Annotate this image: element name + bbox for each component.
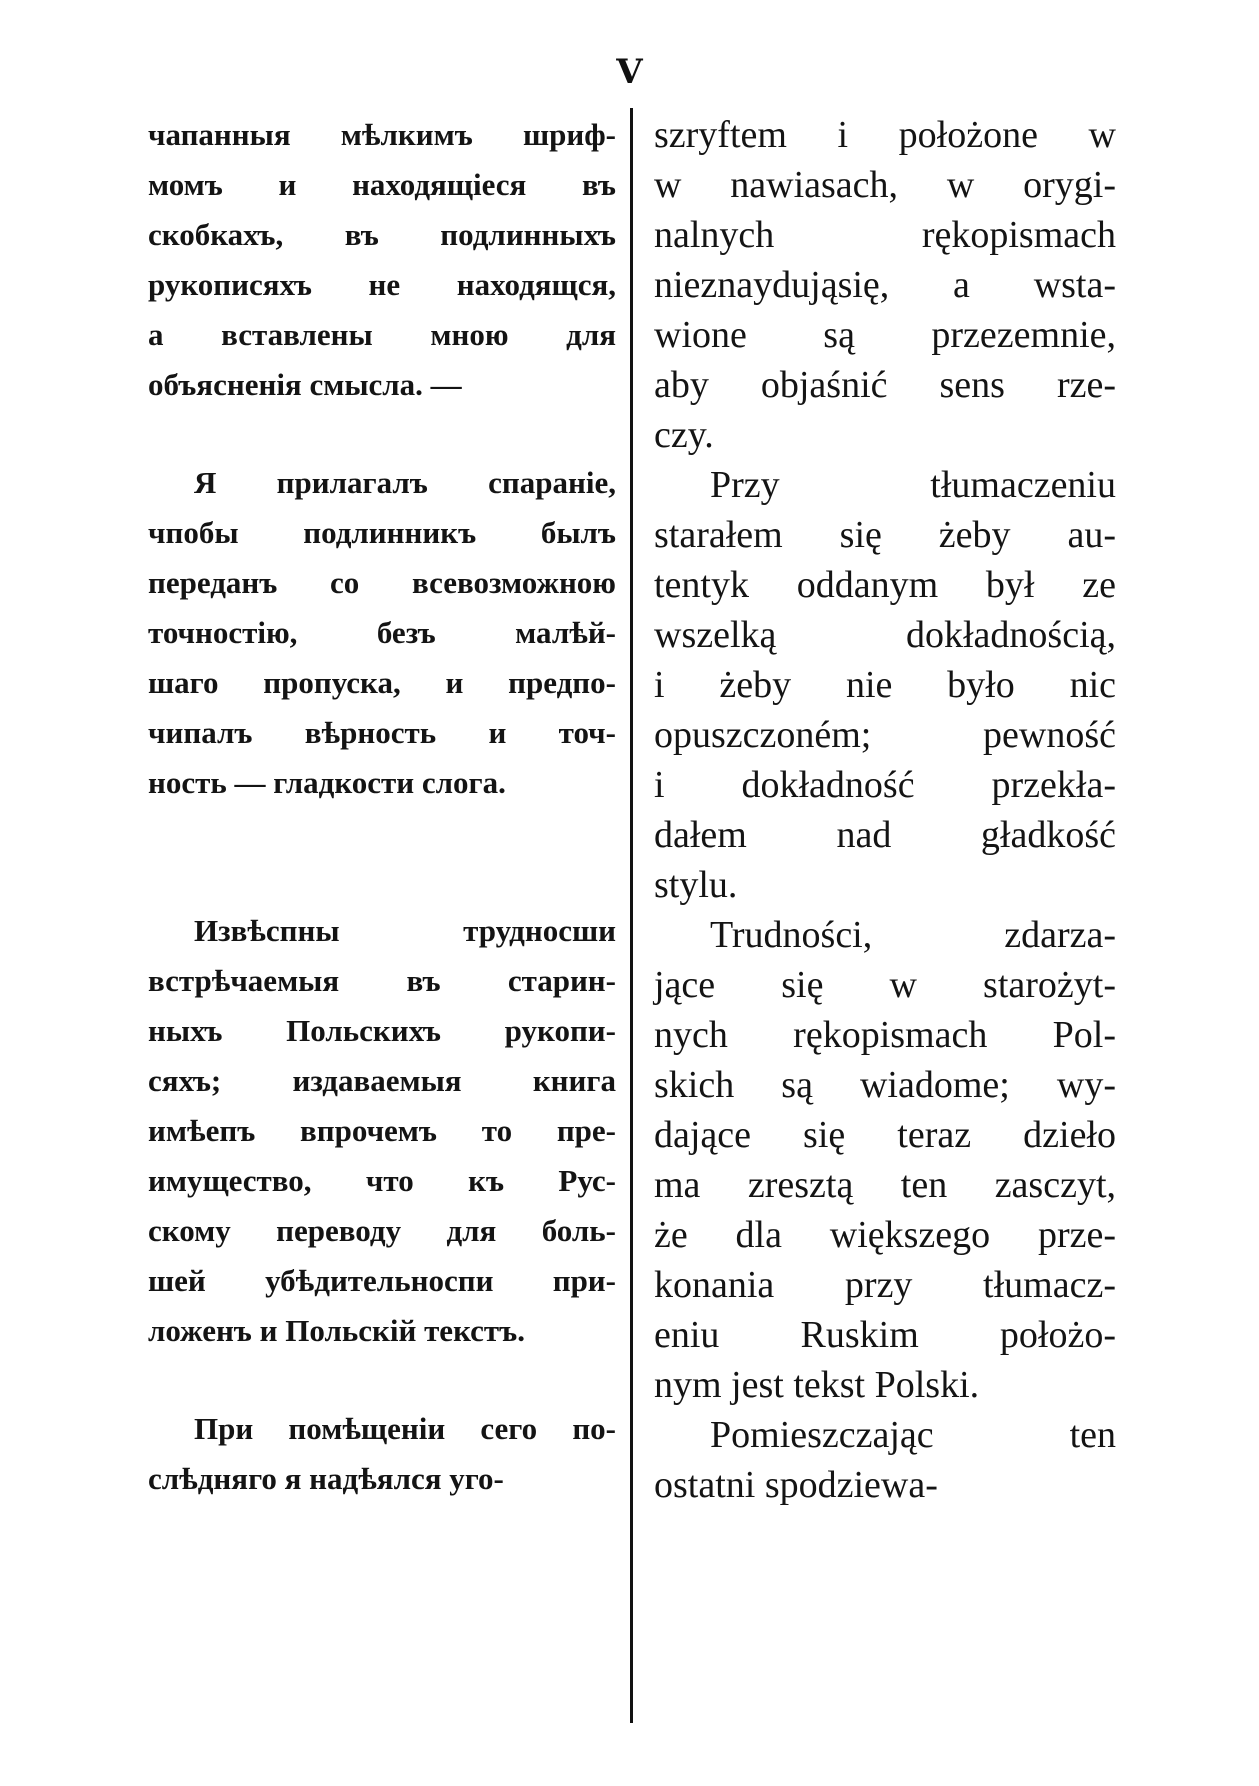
polish-line: nieznaydująsię, a wsta- — [654, 264, 1116, 306]
polish-line: nym jest tekst Polski. — [654, 1364, 980, 1406]
russian-line: чапанныя мѣлкимъ шриф- — [148, 117, 616, 152]
russian-paragraph — [148, 110, 616, 410]
polish-line: wione są przezemnie, — [654, 314, 1116, 356]
russian-line: точностію, безъ малѣй- — [148, 615, 616, 650]
page-number: V — [616, 52, 643, 92]
polish-line: starałem się żeby au- — [654, 514, 1116, 556]
russian-line: встрѣчаемыя въ старин- — [148, 963, 616, 998]
polish-column — [654, 110, 1116, 1510]
russian-line: имущество, что къ Рус- — [148, 1163, 616, 1198]
russian-line: ложенъ и Польскій текстъ. — [148, 1313, 525, 1348]
russian-line: ныхъ Польскихъ рукопи- — [148, 1013, 616, 1048]
russian-line: шаго пропуска, и предпо- — [148, 665, 616, 700]
polish-line: Pomieszczając ten — [710, 1414, 1116, 1456]
polish-line: stylu. — [654, 864, 738, 906]
russian-line: шей убѣдительноспи при- — [148, 1263, 616, 1298]
russian-line: объясненія смысла. — — [148, 367, 462, 402]
column-divider — [630, 108, 633, 1723]
russian-paragraph — [148, 906, 616, 1356]
polish-line: skich są wiadome; wy- — [654, 1064, 1116, 1106]
polish-line: eniu Ruskim położo- — [654, 1314, 1116, 1356]
russian-paragraph — [148, 1404, 616, 1504]
polish-line: Przy tłumaczeniu — [710, 464, 1116, 506]
polish-line: nalnych rękopismach — [654, 214, 1116, 256]
polish-line: i dokładność przekła- — [654, 764, 1116, 806]
polish-line: dałem nad gładkość — [654, 814, 1116, 856]
polish-line: aby objaśnić sens rze- — [654, 364, 1116, 406]
russian-line: рукописяхъ не находящся, — [148, 267, 616, 302]
russian-paragraph — [148, 458, 616, 808]
russian-column — [148, 110, 616, 1504]
polish-line: tentyk oddanym był ze — [654, 564, 1116, 606]
polish-line: czy. — [654, 414, 714, 456]
polish-paragraph — [654, 910, 1116, 1410]
russian-line: Я прилагалъ спараніе, — [194, 465, 616, 500]
polish-line: i żeby nie było nic — [654, 664, 1116, 706]
polish-line: w nawiasach, w orygi- — [654, 164, 1116, 206]
polish-line: Trudności, zdarza- — [710, 914, 1116, 956]
russian-line: переданъ со всевозможною — [148, 565, 616, 600]
polish-line: ostatni spodziewa- — [654, 1464, 938, 1506]
polish-line: ma zresztą ten zasczyt, — [654, 1164, 1116, 1206]
polish-line: wszelką dokładnością, — [654, 614, 1116, 656]
russian-line: чпобы подлинникъ былъ — [148, 515, 616, 550]
polish-paragraph — [654, 460, 1116, 910]
russian-line: сяхъ; издаваемыя книга — [148, 1063, 616, 1098]
polish-line: szryftem i położone w — [654, 114, 1116, 156]
russian-line: ность — гладкости слога. — [148, 765, 506, 800]
polish-line: nych rękopismach Pol- — [654, 1014, 1116, 1056]
polish-line: dające się teraz dzieło — [654, 1114, 1116, 1156]
russian-line: момъ и находящіеся въ — [148, 167, 616, 202]
russian-line: При помѣщеніи сего по- — [194, 1411, 616, 1446]
polish-line: jące się w starożyt- — [654, 964, 1116, 1006]
polish-paragraph — [654, 1410, 1116, 1510]
russian-line: Извѣспны трудносши — [194, 913, 616, 948]
russian-line: а вставлены мною для — [148, 317, 616, 352]
polish-paragraph — [654, 110, 1116, 460]
russian-line: скобкахъ, въ подлинныхъ — [148, 217, 616, 252]
russian-line: чипалъ вѣрность и точ- — [148, 715, 616, 750]
polish-line: że dla większego prze- — [654, 1214, 1116, 1256]
polish-line: opuszczoném; pewność — [654, 714, 1116, 756]
russian-line: слѣдняго я надѣялся уго- — [148, 1461, 504, 1496]
polish-line: konania przy tłumacz- — [654, 1264, 1116, 1306]
russian-line: скому переводу для боль- — [148, 1213, 616, 1248]
russian-line: имѣепъ впрочемъ то пре- — [148, 1113, 616, 1148]
